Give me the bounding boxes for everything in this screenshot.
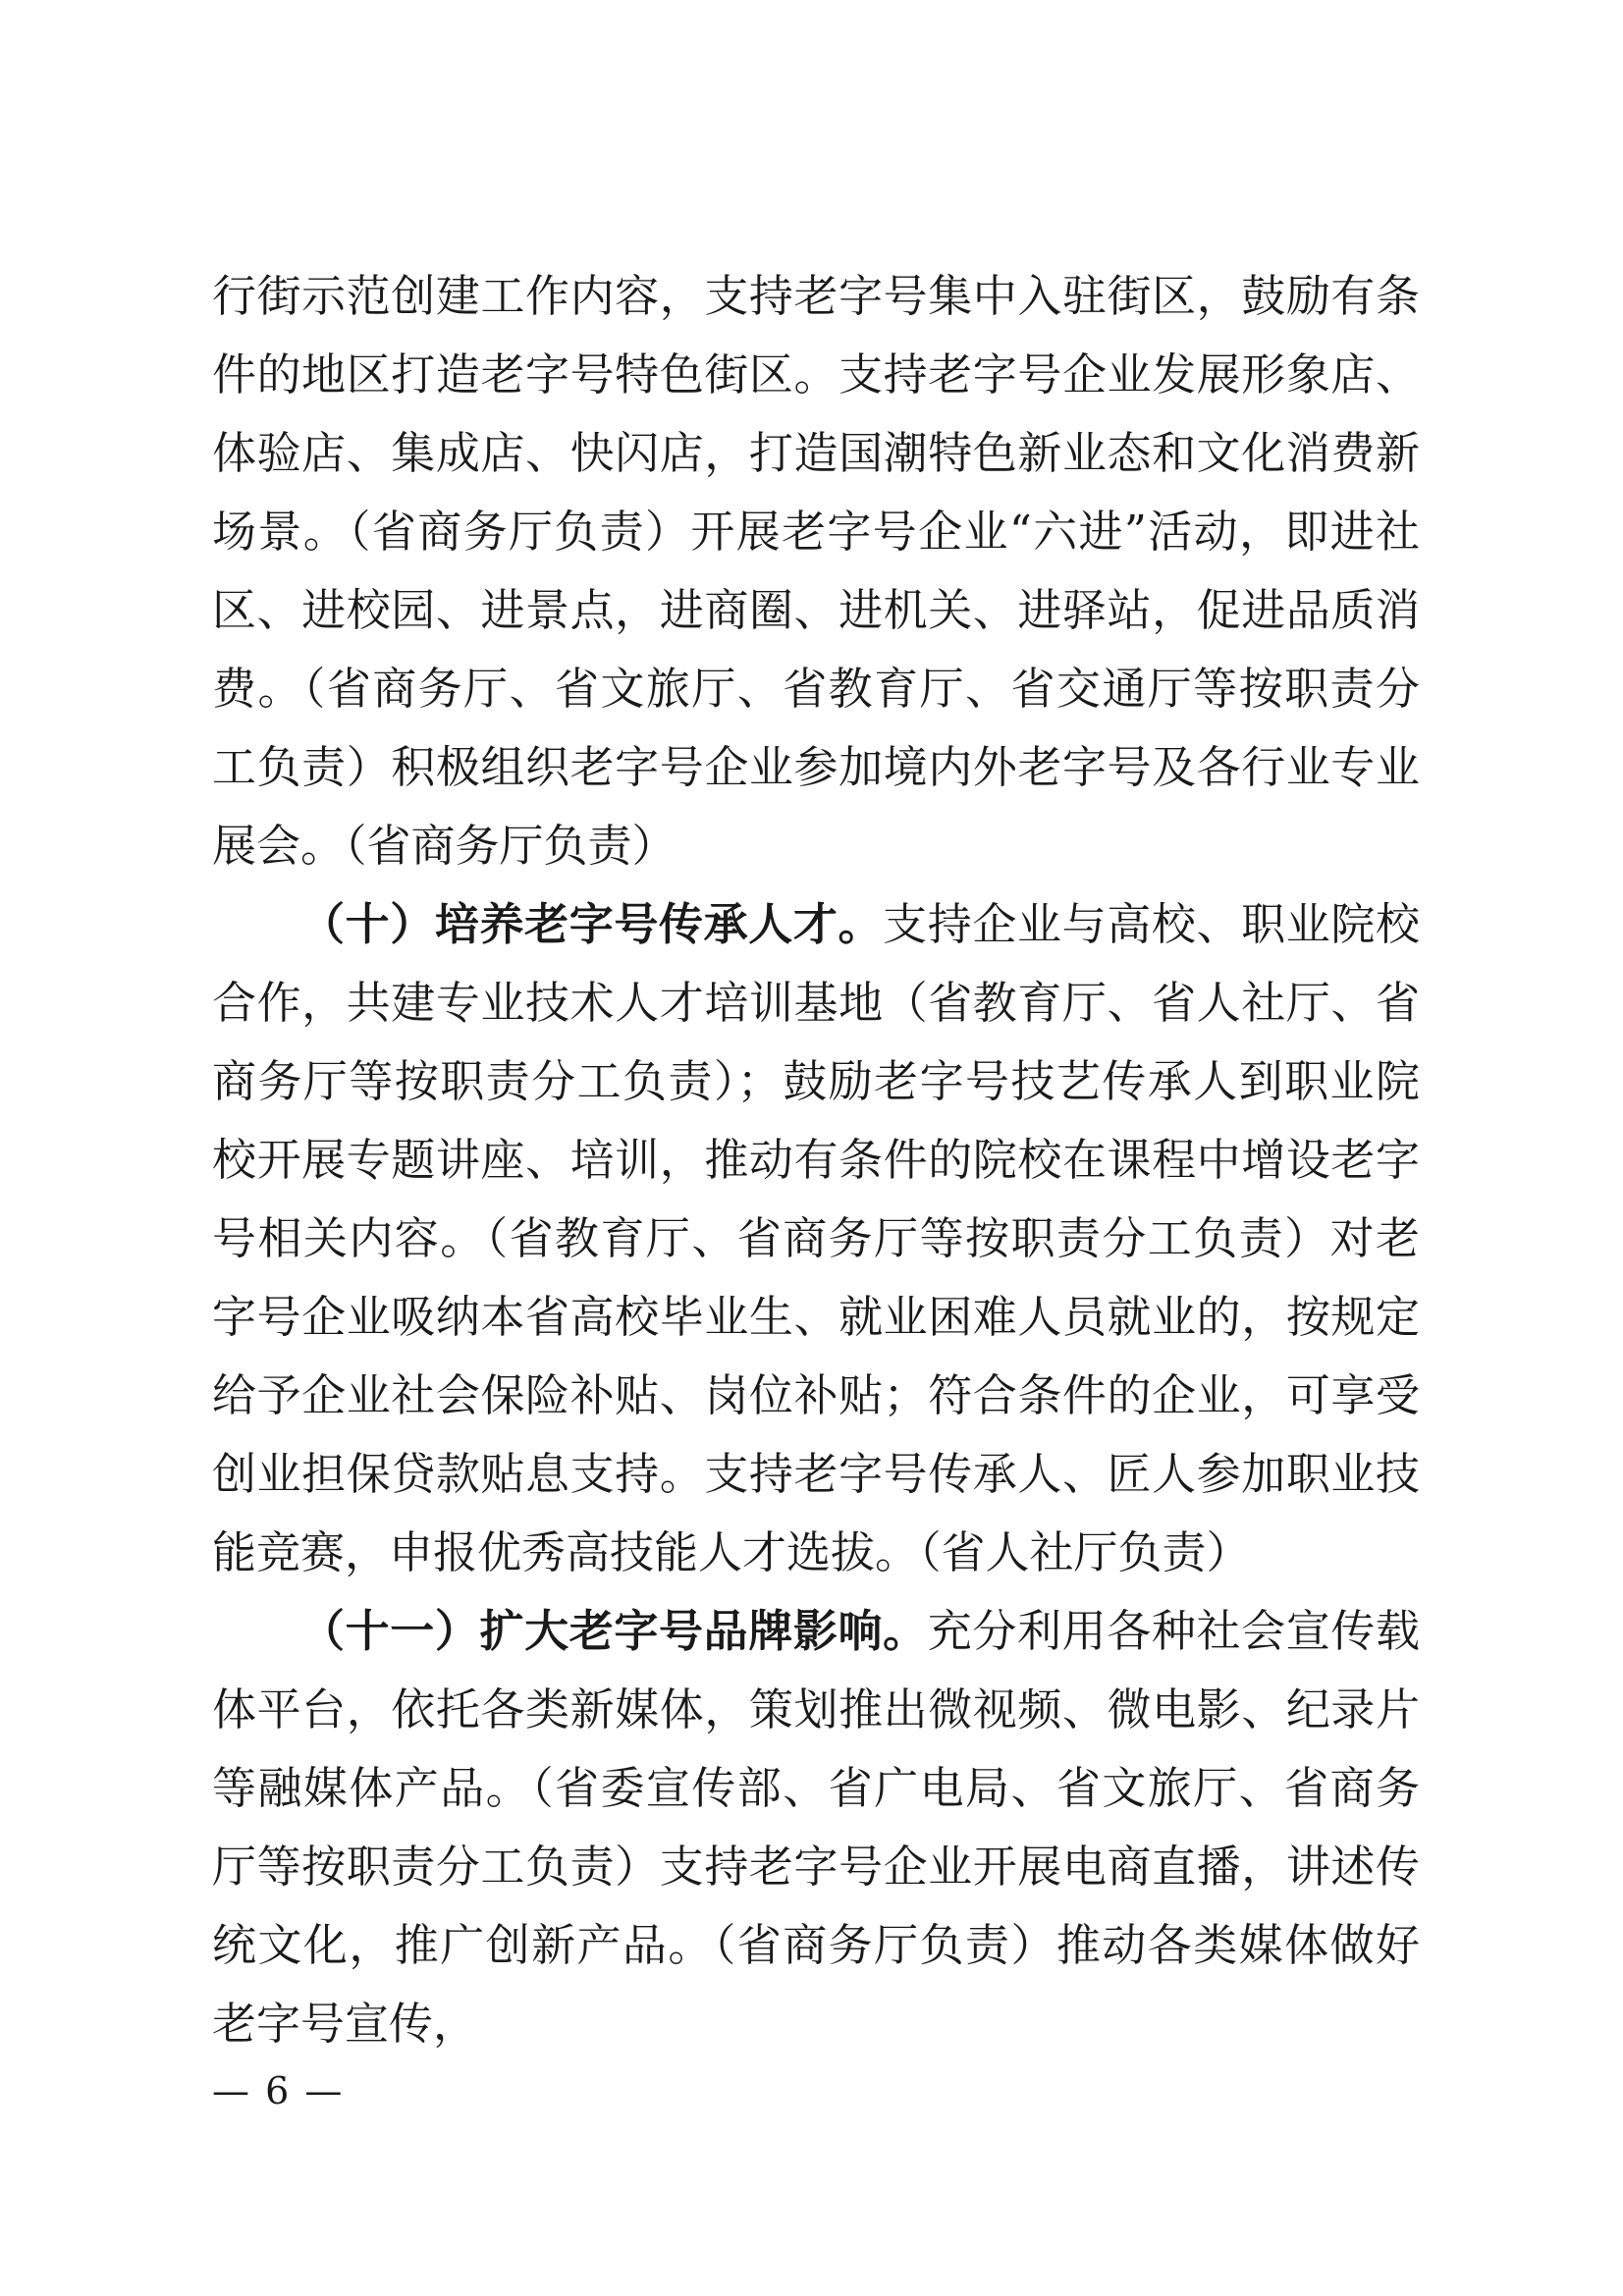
- section-heading: （十）培养老字号传承人才。: [300, 898, 884, 950]
- paragraph-body: 行街示范创建工作内容，支持老字号集中入驻街区，鼓励有条件的地区打造老字号特色街区。支持老字号企业发展形象店、体验店、集成店、快闪店，打造国潮特色新业态和文化消费新场景。（省商务厅负责）开展老字号企业“六进”活动，即进社区、进校园、进景点，进商圈、进机关、进驿站，促进品质消费。（省商务厅、省文旅厅、省教育厅、省交通厅等按职责分工负责）积极组织老字号企业参加境内外老字号及各行业专业展会。（省商务厅负责）: [212, 270, 1420, 872]
- section-heading: （十一）扩大老字号品牌影响。: [300, 1605, 928, 1657]
- paragraph-section-10: [212, 885, 1420, 1592]
- paragraph-body: 支持企业与高校、职业院校合作，共建专业技术人才培训基地（省教育厅、省人社厅、省商务厅等按职责分工负责）；鼓励老字号技艺传承人到职业院校开展专题讲座、培训，推动有条件的院校在课程中增设老字号相关内容。（省教育厅、省商务厅等按职责分工负责）对老字号企业吸纳本省高校毕业生、就业困难人员就业的，按规定给予企业社会保险补贴、岗位补贴；符合条件的企业，可享受创业担保贷款贴息支持。支持老字号传承人、匠人参加职业技能竞赛，申报优秀高技能人才选拔。（省人社厅负责）: [212, 898, 1420, 1578]
- body-text: [212, 257, 1420, 2063]
- paragraph-body: 充分利用各种社会宣传载体平台，依托各类新媒体，策划推出微视频、微电影、纪录片等融媒体产品。（省委宣传部、省广电局、省文旅厅、省商务厅等按职责分工负责）支持老字号企业开展电商直播，讲述传统文化，推广创新产品。（省商务厅负责）推动各类媒体做好老字号宣传，: [212, 1605, 1420, 2050]
- page-number: — 6 —: [212, 2069, 345, 2112]
- paragraph-continuation: [212, 257, 1420, 885]
- paragraph-section-11: [212, 1592, 1420, 2063]
